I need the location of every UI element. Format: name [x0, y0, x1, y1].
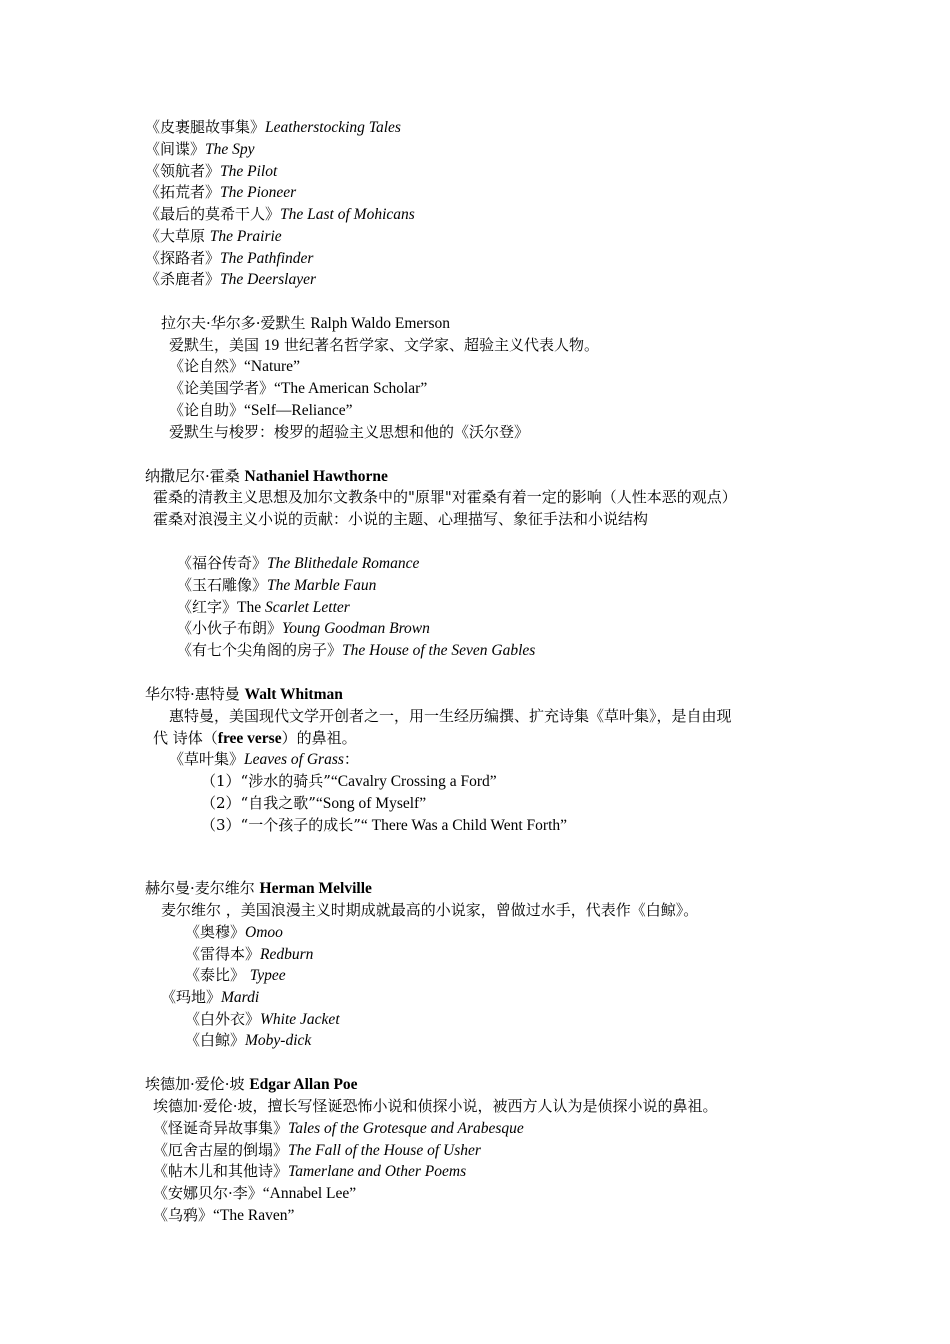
text-span: 《最后的莫希干人》 — [145, 205, 281, 223]
text-span: 《奥穆》 — [185, 923, 246, 941]
text-line — [145, 203, 415, 225]
text-span: “Self—Reliance” — [244, 402, 353, 419]
text-line — [153, 508, 648, 530]
text-span: 霍桑对浪漫主义小说的贡献：小说的主题、心理描写、象征手法和小说结构 — [153, 510, 649, 528]
text-span: The Last of Mohicans — [280, 206, 415, 223]
text-span: The Prairie — [209, 228, 282, 245]
text-span: Tamerlane and Other Poems — [288, 1163, 467, 1180]
text-line — [169, 399, 352, 421]
text-line — [177, 596, 350, 618]
text-line — [145, 1073, 358, 1095]
text-line — [145, 465, 388, 487]
text-span: Scarlet Letter — [265, 599, 350, 616]
text-line — [177, 574, 376, 596]
text-line — [185, 1008, 340, 1030]
text-span: Herman Melville — [259, 880, 372, 897]
text-span: Redburn — [260, 946, 314, 963]
text-span: 世纪著名哲学家、文学家、超验主义代表人物。 — [279, 336, 600, 354]
text-span: Leatherstocking Tales — [265, 119, 401, 136]
text-span: 《玛地》 — [161, 988, 222, 1006]
text-line — [153, 486, 737, 508]
text-line — [201, 792, 426, 814]
text-span: 《小伙子布朗》 — [177, 619, 283, 637]
text-line — [145, 116, 401, 138]
text-span: 爱默生与梭罗：梭罗的超验主义思想和他的《沃尔登》 — [169, 423, 530, 441]
text-span: Nathaniel Hawthorne — [244, 468, 388, 485]
text-line — [169, 748, 359, 770]
text-span: 《白外衣》 — [185, 1010, 261, 1028]
text-span: “ There Was a Child Went Forth” — [360, 817, 568, 834]
text-span: 爱默生，美国 — [169, 336, 264, 354]
text-line — [145, 225, 282, 247]
text-span: Moby-dick — [245, 1032, 312, 1049]
text-span: 赫尔曼·麦尔维尔 — [145, 879, 260, 897]
text-span: The Spy — [205, 141, 255, 158]
text-line — [145, 160, 277, 182]
text-span: ）的鼻祖。 — [281, 729, 357, 747]
text-span: 《论自助》 — [169, 401, 245, 419]
text-line — [177, 617, 430, 639]
text-span: ： — [343, 750, 359, 768]
text-line — [161, 899, 698, 921]
text-span: Mardi — [221, 989, 260, 1006]
text-span: The Marble Faun — [267, 577, 377, 594]
text-span: “The American Scholar” — [274, 380, 428, 397]
text-span: 华尔特·惠特曼 — [145, 685, 245, 703]
text-span: The Blithedale Romance — [267, 555, 420, 572]
text-line — [145, 683, 343, 705]
text-span: Leaves of Grass — [244, 751, 344, 768]
text-span: Walt Whitman — [244, 686, 343, 703]
text-span: 《草叶集》 — [169, 750, 245, 768]
text-line — [145, 268, 316, 290]
text-span: 《帖木儿和其他诗》 — [153, 1162, 289, 1180]
text-line — [169, 421, 529, 443]
text-span: （1）“涉水的骑兵” — [201, 772, 331, 790]
text-span: 《安娜贝尔·李》 — [153, 1184, 263, 1202]
text-line — [153, 1117, 524, 1139]
text-span: The Pilot — [220, 163, 278, 180]
text-span: 《雷得本》 — [185, 945, 261, 963]
text-span: Tales of the Grotesque and Arabesque — [288, 1120, 524, 1137]
text-span: “Cavalry Crossing a Ford” — [330, 773, 497, 790]
text-span: The — [237, 599, 265, 616]
text-span: 《怪诞奇异故事集》 — [153, 1119, 289, 1137]
text-span: 埃德加·爱伦·坡，擅长写怪诞恐怖小说和侦探小说，被西方人认为是侦探小说的鼻祖。 — [153, 1097, 718, 1115]
text-line — [153, 1095, 718, 1117]
text-line — [169, 705, 732, 727]
text-span: 代 诗体（ — [153, 729, 218, 747]
text-span: 《福谷传奇》 — [177, 554, 268, 572]
text-line — [161, 986, 259, 1008]
text-line — [185, 921, 283, 943]
text-span: 《乌鸦》 — [153, 1206, 214, 1224]
text-line — [145, 138, 255, 160]
text-span: Young Goodman Brown — [282, 620, 430, 637]
text-span: 《厄舍古屋的倒塌》 — [153, 1141, 289, 1159]
text-span: 霍桑的清教主义思想及加尔文教条中的"原罪"对霍桑有着一定的影响（人性本恶的观点） — [153, 488, 737, 506]
text-span: 《论自然》 — [169, 357, 245, 375]
text-span: 《论美国学者》 — [169, 379, 275, 397]
text-span: “The Raven” — [213, 1207, 295, 1224]
text-span: The Deerslayer — [220, 271, 317, 288]
text-line — [177, 552, 419, 574]
text-span: 《大草原 — [145, 227, 210, 245]
text-span: “Song of Myself” — [315, 795, 427, 812]
text-span: 19 — [263, 337, 280, 354]
text-span: 纳撒尼尔·霍桑 — [145, 467, 245, 485]
text-span: 《拓荒者》 — [145, 183, 221, 201]
text-line — [177, 639, 535, 661]
text-span: 《有七个尖角阁的房子》 — [177, 641, 343, 659]
text-line — [185, 943, 313, 965]
text-line — [153, 1182, 356, 1204]
text-line — [161, 312, 450, 334]
text-span: Typee — [249, 967, 286, 984]
text-span: 《玉石雕像》 — [177, 576, 268, 594]
text-line — [169, 377, 427, 399]
text-line — [201, 770, 497, 792]
text-line — [153, 727, 357, 749]
text-span: “Nature” — [244, 358, 300, 375]
text-line — [153, 1160, 466, 1182]
text-span: White Jacket — [260, 1011, 340, 1028]
text-span: The Pathfinder — [220, 250, 314, 267]
text-span: 《间谍》 — [145, 140, 206, 158]
text-span: 《领航者》 — [145, 162, 221, 180]
text-line — [145, 247, 313, 269]
text-span: The Pioneer — [220, 184, 297, 201]
text-span: Omoo — [245, 924, 283, 941]
text-line — [145, 877, 372, 899]
text-span: 惠特曼，美国现代文学开创者之一，用一生经历编撰、扩充诗集《草叶集》，是自由现 — [169, 707, 732, 725]
text-span: 《白鲸》 — [185, 1031, 246, 1049]
text-line — [153, 1139, 481, 1161]
text-span: Ralph Waldo Emerson — [310, 315, 450, 332]
text-span: Edgar Allan Poe — [249, 1076, 358, 1093]
text-span: （2）“自我之歌” — [201, 794, 316, 812]
text-line — [169, 334, 599, 356]
text-span: free verse — [217, 730, 282, 747]
text-span: 《杀鹿者》 — [145, 270, 221, 288]
text-span: The House of the Seven Gables — [342, 642, 536, 659]
text-span: 《皮裹腿故事集》 — [145, 118, 266, 136]
text-line — [169, 355, 300, 377]
text-span: 《探路者》 — [145, 249, 221, 267]
text-line — [185, 1029, 311, 1051]
text-line — [153, 1204, 294, 1226]
text-span: 拉尔夫·华尔多·爱默生 — [161, 314, 311, 332]
text-span: 麦尔维尔 ，美国浪漫主义时期成就最高的小说家，曾做过水手，代表作《白鲸》。 — [161, 901, 699, 919]
text-span: （3）“一个孩子的成长” — [201, 816, 361, 834]
text-span: 《红字》 — [177, 598, 238, 616]
text-span: “Annabel Lee” — [262, 1185, 357, 1202]
text-line — [185, 964, 286, 986]
text-span: 埃德加·爱伦·坡 — [145, 1075, 250, 1093]
text-line — [145, 181, 296, 203]
text-line — [201, 814, 567, 836]
text-span: The Fall of the House of Usher — [288, 1142, 481, 1159]
text-span: 《泰比》 — [185, 966, 250, 984]
